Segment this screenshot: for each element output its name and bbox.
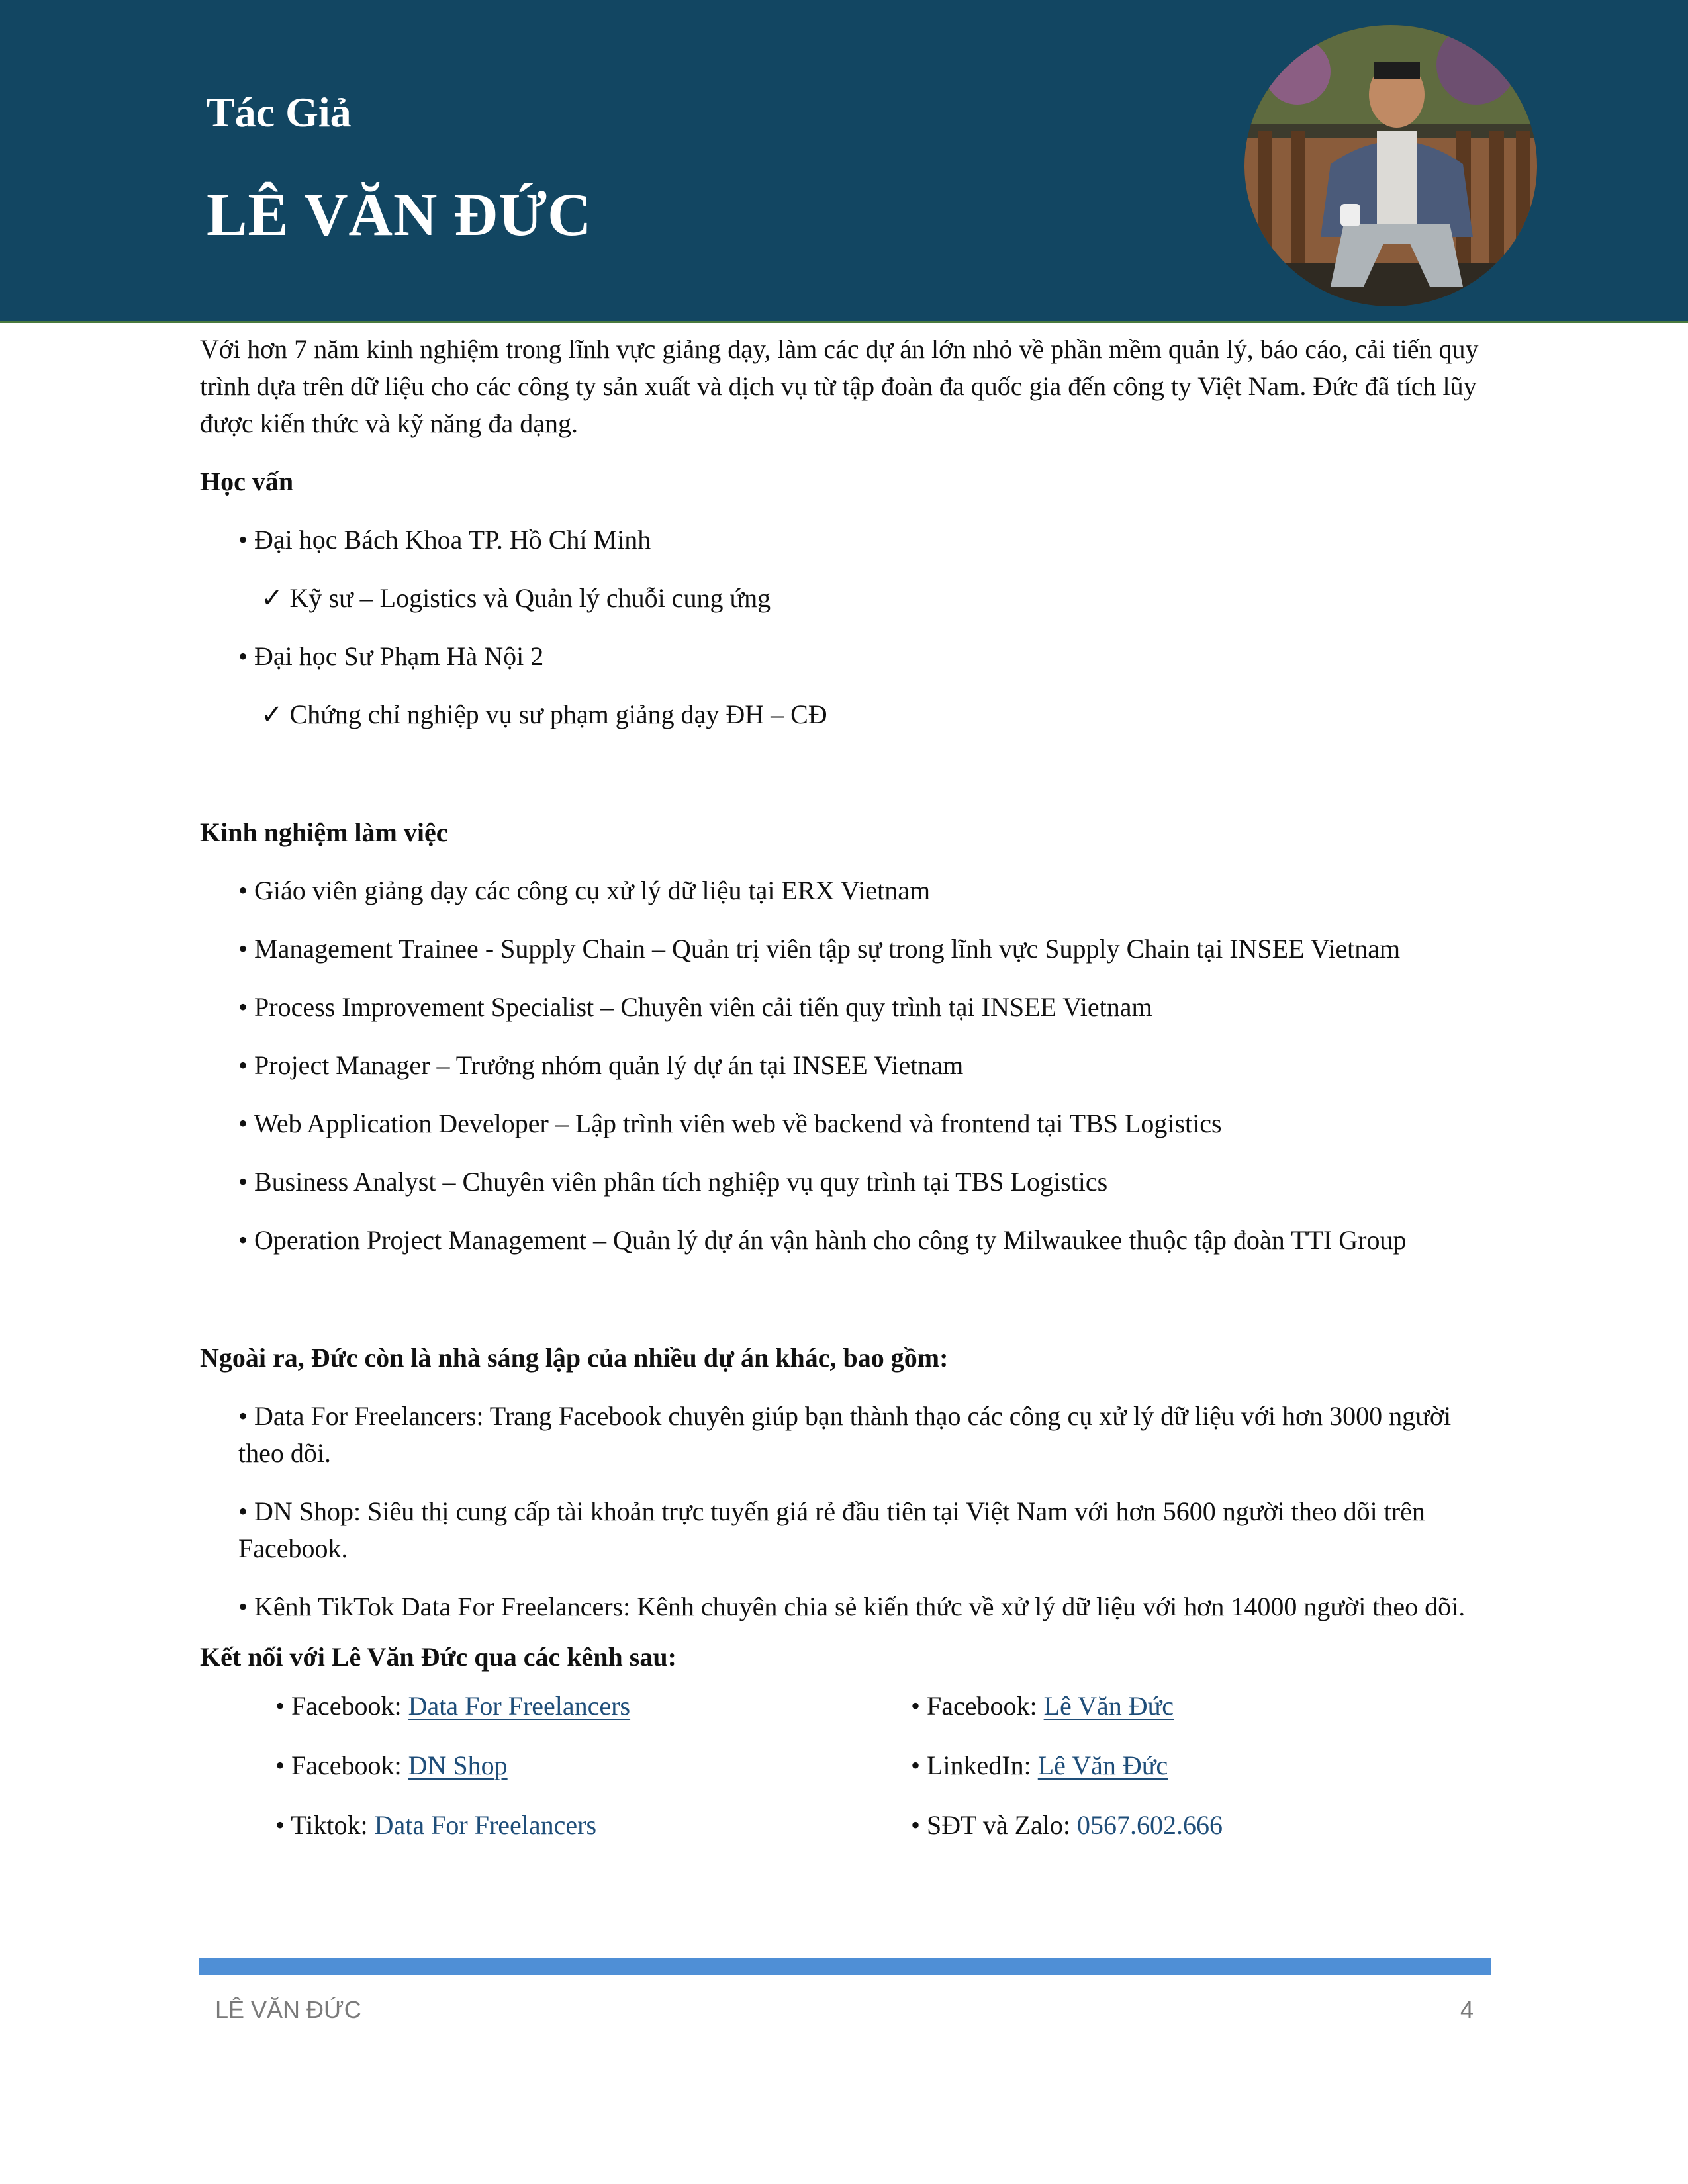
contact-linkedin bbox=[911, 1747, 1168, 1784]
contact-list bbox=[200, 1688, 1491, 1866]
dn-shop-link[interactable]: DN Shop bbox=[408, 1751, 508, 1780]
main-content bbox=[200, 331, 1491, 1866]
contact-facebook-page bbox=[275, 1688, 630, 1725]
facebook-profile-link[interactable]: Lê Văn Đức bbox=[1043, 1691, 1174, 1721]
education-detail: ✓ Chứng chỉ nghiệp vụ sư phạm giảng dạy ĐH – CĐ bbox=[261, 700, 827, 729]
phone-link[interactable]: 0567.602.666 bbox=[1077, 1810, 1223, 1840]
project-item: • Data For Freelancers: Trang Facebook chuyên giúp bạn thành thạo các công cụ xử lý dữ liệu với hơn 3000 người theo dõi. bbox=[238, 1401, 1452, 1468]
contact-label: • Tiktok: bbox=[275, 1810, 375, 1840]
header-banner bbox=[0, 0, 1688, 323]
contact-label: • SĐT và Zalo: bbox=[911, 1810, 1078, 1840]
author-photo-image bbox=[1244, 25, 1537, 306]
education-item: • Đại học Bách Khoa TP. Hồ Chí Minh bbox=[238, 525, 651, 555]
projects-heading: Ngoài ra, Đức còn là nhà sáng lập của nhiều dự án khác, bao gồm: bbox=[200, 1343, 949, 1373]
contact-phone bbox=[911, 1807, 1223, 1844]
experience-item: • Operation Project Management – Quản lý dự án vận hành cho công ty Milwaukee thuộc tập đoàn TTI Group bbox=[238, 1225, 1407, 1255]
experience-item: • Management Trainee - Supply Chain – Quản trị viên tập sự trong lĩnh vực Supply Chain tại INSEE Vietnam bbox=[238, 934, 1401, 964]
contact-facebook-profile bbox=[911, 1688, 1174, 1725]
linkedin-link[interactable]: Lê Văn Đức bbox=[1037, 1751, 1168, 1780]
footer-author: LÊ VĂN ĐỨC bbox=[215, 1996, 361, 2023]
project-item: • Kênh TikTok Data For Freelancers: Kênh chuyên chia sẻ kiến thức về xử lý dữ liệu với hơn 14000 người theo dõi. bbox=[238, 1592, 1466, 1621]
intro-paragraph: Với hơn 7 năm kinh nghiệm trong lĩnh vực giảng dạy, làm các dự án lớn nhỏ về phần mềm quản lý, báo cáo, cải tiến quy trình dựa trên dữ liệu cho các công ty sản xuất và dịch vụ từ tập đoàn đa quốc gia đến công ty Việt Nam. Đức đã tích lũy được kiến thức và kỹ năng đa dạng. bbox=[200, 334, 1479, 438]
contact-dn-shop bbox=[275, 1747, 508, 1784]
experience-heading: Kinh nghiệm làm việc bbox=[200, 817, 448, 847]
contact-label: • Facebook: bbox=[275, 1751, 408, 1780]
experience-item: • Giáo viên giảng dạy các công cụ xử lý dữ liệu tại ERX Vietnam bbox=[238, 876, 931, 905]
contact-label: • LinkedIn: bbox=[911, 1751, 1038, 1780]
author-photo bbox=[1244, 25, 1537, 306]
education-heading: Học vấn bbox=[200, 467, 294, 496]
page-number: 4 bbox=[1460, 1996, 1474, 2023]
project-item: • DN Shop: Siêu thị cung cấp tài khoản trực tuyến giá rẻ đầu tiên tại Việt Nam với hơn 5600 người theo dõi trên Facebook. bbox=[238, 1496, 1425, 1563]
author-name: LÊ VĂN ĐỨC bbox=[207, 181, 592, 248]
education-item: • Đại học Sư Phạm Hà Nội 2 bbox=[238, 641, 544, 671]
connect-heading: Kết nối với Lê Văn Đức qua các kênh sau: bbox=[200, 1642, 677, 1672]
contact-label: • Facebook: bbox=[911, 1691, 1044, 1721]
education-detail: ✓ Kỹ sư – Logistics và Quản lý chuỗi cung ứng bbox=[261, 583, 771, 613]
experience-item: • Project Manager – Trưởng nhóm quản lý dự án tại INSEE Vietnam bbox=[238, 1050, 964, 1080]
tiktok-link[interactable]: Data For Freelancers bbox=[374, 1810, 597, 1840]
contact-tiktok bbox=[275, 1807, 596, 1844]
facebook-page-link[interactable]: Data For Freelancers bbox=[408, 1691, 631, 1721]
contact-label: • Facebook: bbox=[275, 1691, 408, 1721]
header-label: Tác Giả bbox=[207, 89, 352, 136]
experience-item: • Business Analyst – Chuyên viên phân tích nghiệp vụ quy trình tại TBS Logistics bbox=[238, 1167, 1108, 1197]
experience-item: • Web Application Developer – Lập trình viên web về backend và frontend tại TBS Logistics bbox=[238, 1109, 1222, 1138]
footer-divider bbox=[199, 1958, 1491, 1975]
experience-item: • Process Improvement Specialist – Chuyên viên cải tiến quy trình tại INSEE Vietnam bbox=[238, 992, 1152, 1022]
